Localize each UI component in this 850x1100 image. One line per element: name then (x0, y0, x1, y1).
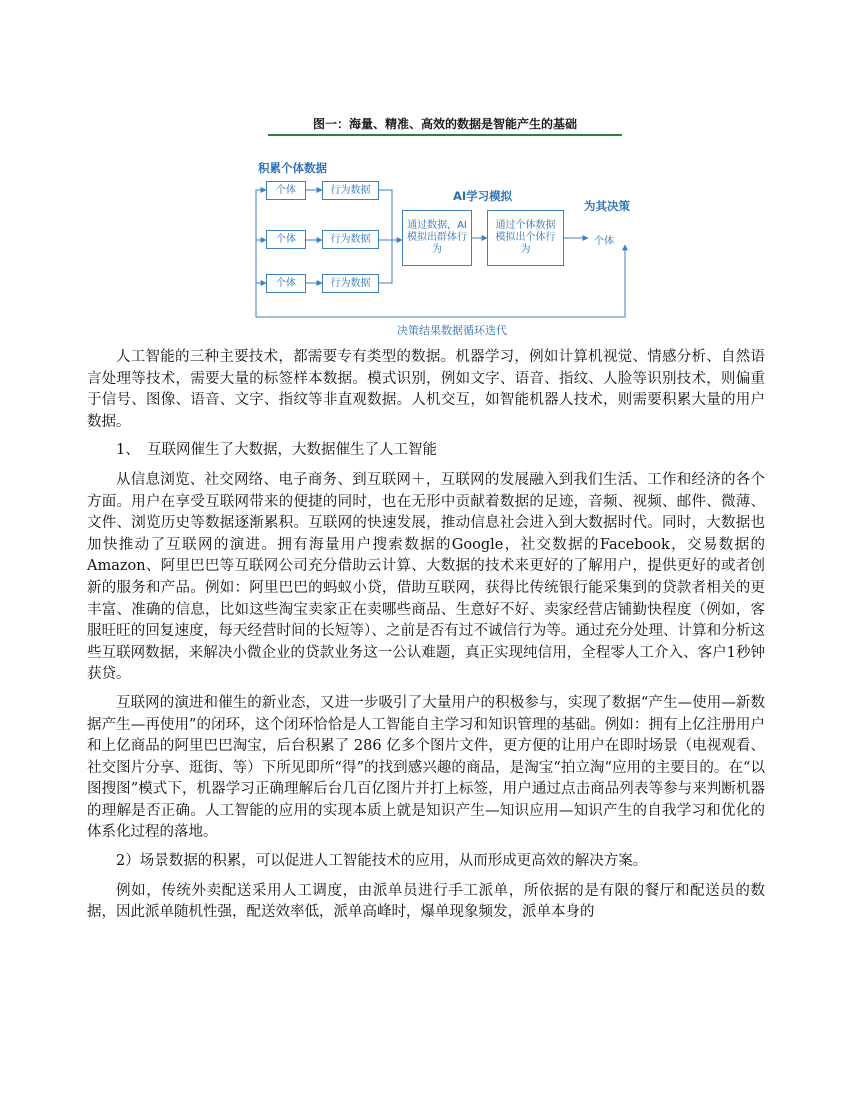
article-body (87, 347, 765, 931)
individual-box-3: 个体 (266, 274, 306, 293)
loop-iteration-label: 决策结果数据循环迭代 (397, 324, 507, 337)
behavior-box-2: 行为数据 (322, 230, 379, 249)
data-flow-diagram (240, 150, 660, 350)
decision-individual: 个体 (594, 236, 614, 247)
section-heading-2: 2）场景数据的积累，可以促进人工智能技术的应用，从而形成更高效的解决方案。 (116, 853, 648, 870)
behavior-box-1: 行为数据 (322, 181, 379, 200)
ai-learning-label: AI学习模拟 (453, 189, 513, 203)
figure-title: 图一：海量、精准、高效的数据是智能产生的基础 (312, 117, 577, 131)
paragraph-4: 例如，传统外卖配送采用人工调度，由派单员进行手工派单，所依据的是有限的餐厅和配送员的数据，因此派单随机性强，配送效率低，派单高峰时，爆单现象频发，派单本身的 (87, 882, 765, 921)
ai-group-model-box: 通过数据，AI模拟出群体行为 (402, 210, 472, 266)
figure-title-rule (268, 134, 622, 136)
accumulate-data-label: 积累个体数据 (258, 161, 327, 175)
ai-individual-model-box: 通过个体数据模拟出个体行为 (487, 210, 564, 266)
paragraph-1: 人工智能的三种主要技术，都需要专有类型的数据。机器学习，例如计算机视觉、情感分析、自然语言处理等技术，需要大量的标签样本数据。模式识别，例如文字、语音、指纹、人脸等识别技术，则偏重于信号、图像、语音、文字、指纹等非直观数据。人机交互，如智能机器人技术，则需要积累大量的用户数据。 (87, 349, 765, 430)
paragraph-2: 从信息浏览、社交网络、电子商务、到互联网＋，互联网的发展融入到我们生活、工作和经济的各个方面。用户在享受互联网带来的便捷的同时，也在无形中贡献着数据的足迹，音频、视频、邮件、微薄、文件、浏览历史等数据逐渐累积。互联网的快速发展，推动信息社会进入到大数据时代。同时，大数据也加快推动了互联网的演进。拥有海量用户搜索数据的Google，社交数据的Facebook，交易数据的Amazon、阿里巴巴等互联网公司充分借助云计算、大数据的技术来更好的了解用户，提供更好的或者创新的服务和产品。例如：阿里巴巴的蚂蚁小贷，借助互联网，获得比传统银行能采集到的贷款者相关的更丰富、准确的信息，比如这些淘宝卖家正在卖哪些商品、生意好不好、卖家经营店铺勤快程度（例如，客服旺旺的回复速度，每天经营时间的长短等）、之前是否有过不诚信行为等。通过充分处理、计算和分析这些互联网数据，来解决小微企业的贷款业务这一公认难题，真正实现纯信用，全程零人工介入、客户1秒钟获贷。 (87, 471, 765, 683)
individual-box-1: 个体 (266, 181, 306, 200)
decision-label: 为其决策 (584, 199, 630, 213)
section-heading-1: 1、 互联网催生了大数据，大数据催生了人工智能 (116, 442, 437, 459)
paragraph-3: 互联网的演进和催生的新业态，又进一步吸引了大量用户的积极参与，实现了数据“产生—使用—新数据产生—再使用”的闭环，这个闭环恰恰是人工智能自主学习和知识管理的基础。例如：拥有上亿注册用户和上亿商品的阿里巴巴淘宝，后台积累了 286 亿多个图片文件，更方便的让用户在即时场景（电视观看、社交图片分享、逛街、等）下所见即所“得”的找到感兴趣的商品，是淘宝“拍立淘“应用的主要目的。在“以图搜图”模式下，机器学习正确理解后台几百亿图片并打上标签，用户通过点击商品列表等参与来判断机器的理解是否正确。人工智能的应用的实现本质上就是知识产生—知识应用—知识产生的自我学习和优化的体系化过程的落地。 (87, 694, 765, 841)
behavior-box-3: 行为数据 (322, 274, 379, 293)
individual-box-2: 个体 (266, 230, 306, 249)
